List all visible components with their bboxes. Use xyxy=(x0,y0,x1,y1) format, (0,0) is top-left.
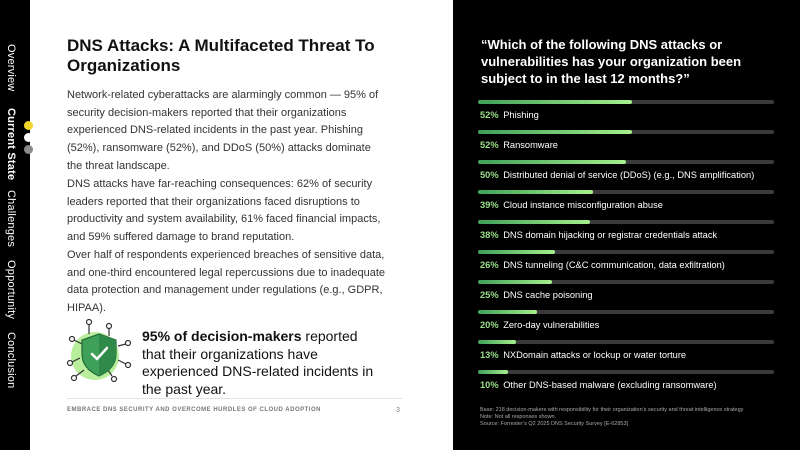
bar-category-label: NXDomain attacks or lockup or water torture xyxy=(500,350,687,360)
bar-category-label: DNS tunneling (C&C communication, data exfiltration) xyxy=(500,260,725,270)
bar-fill xyxy=(478,190,593,194)
chart-panel xyxy=(453,0,800,450)
nav-item-opportunity[interactable]: Opportunity xyxy=(5,260,17,320)
bar-fill xyxy=(478,220,590,224)
bar-track xyxy=(478,280,774,284)
bar-track xyxy=(478,190,774,194)
callout-highlight: 95% of decision-makers xyxy=(142,328,302,344)
bar-row xyxy=(478,310,774,340)
bar-label xyxy=(480,140,558,150)
bar-fill xyxy=(478,100,632,104)
bar-category-label: Cloud instance misconfiguration abuse xyxy=(500,200,663,210)
paragraph-3: Over half of respondents experienced breaches of sensitive data, and one-third encountered legal repercussions due to inadequate data protection and management under regulations (e.g., GDPR, HIPAA). xyxy=(67,249,386,315)
footer-text: EMBRACE DNS SECURITY AND OVERCOME HURDLES OF CLOUD ADOPTION xyxy=(67,407,321,413)
section-progress-dots xyxy=(24,121,36,157)
bar-fill xyxy=(478,160,626,164)
note-source: Source: Forrester’s Q2 2025 DNS Security Survey [E-62853] xyxy=(480,421,629,427)
bar-row xyxy=(478,160,774,190)
bar-fill xyxy=(478,310,537,314)
bar-label xyxy=(480,230,717,240)
bar-fill xyxy=(478,280,552,284)
bar-label xyxy=(480,110,539,120)
bar-category-label: Phishing xyxy=(500,110,539,120)
bar-fill xyxy=(478,250,555,254)
footer-divider xyxy=(67,398,402,399)
bar-value-label: 39% xyxy=(480,200,499,210)
page-number: 3 xyxy=(396,407,400,414)
bar-row xyxy=(478,340,774,370)
bar-row xyxy=(478,100,774,130)
progress-dot-1 xyxy=(24,121,33,130)
bar-category-label: Distributed denial of service (DDoS) (e.g., DNS amplification) xyxy=(500,170,755,180)
nav-item-challenges[interactable]: Challenges xyxy=(5,190,17,248)
chart-question: “Which of the following DNS attacks or vulnerabilities has your organization been subject to in the last 12 months?” xyxy=(481,37,742,86)
bar-row xyxy=(478,250,774,280)
content-panel xyxy=(30,0,453,450)
bar-value-label: 52% xyxy=(480,110,499,120)
bar-track xyxy=(478,340,774,344)
bar-track xyxy=(478,160,774,164)
bar-category-label: Other DNS-based malware (excluding ransomware) xyxy=(500,380,717,390)
paragraph-1: Network-related cyberattacks are alarmingly common — 95% of security decision-makers reported that their organizations experienced DNS-related incidents in the past year. Phishing (52%), ransomware (52%), and DDoS (50%) attacks dominate the threat landscape. xyxy=(67,89,379,172)
paragraph-2: DNS attacks have far-reaching consequences: 62% of security leaders reported that their organizations faced disruptions to productivity and system availability, 61% faced financial impacts, and 59% suffered damage to brand reputation. xyxy=(67,178,381,244)
bar-track xyxy=(478,100,774,104)
bar-track xyxy=(478,370,774,374)
callout-rest: reported that their organizations have experienced DNS-related incidents in the past year. xyxy=(142,328,374,397)
side-navigation xyxy=(0,0,30,450)
bar-label xyxy=(480,170,754,180)
bar-category-label: Ransomware xyxy=(500,140,558,150)
bar-row xyxy=(478,370,774,400)
bar-value-label: 10% xyxy=(480,380,499,390)
bar-row xyxy=(478,130,774,160)
shield-network-icon xyxy=(64,318,134,386)
note-base: Base: 218 decision-makers with responsibility for their organization’s security and threat intelligence strategy xyxy=(480,407,744,413)
bar-row xyxy=(478,280,774,310)
bar-value-label: 13% xyxy=(480,350,499,360)
bar-category-label: DNS cache poisoning xyxy=(500,290,593,300)
bar-value-label: 50% xyxy=(480,170,499,180)
bar-track xyxy=(478,130,774,134)
bar-label xyxy=(480,290,593,300)
bar-category-label: Zero-day vulnerabilities xyxy=(500,320,600,330)
bar-chart xyxy=(478,100,774,400)
bar-track xyxy=(478,310,774,314)
nav-item-overview[interactable]: Overview xyxy=(5,44,17,92)
bar-label xyxy=(480,260,725,270)
page-title: DNS Attacks: A Multifaceted Threat To Organizations xyxy=(67,36,375,75)
bar-value-label: 20% xyxy=(480,320,499,330)
bar-track xyxy=(478,250,774,254)
bar-label xyxy=(480,380,717,390)
bar-value-label: 38% xyxy=(480,230,499,240)
bar-value-label: 25% xyxy=(480,290,499,300)
bar-row xyxy=(478,220,774,250)
bar-value-label: 52% xyxy=(480,140,499,150)
bar-fill xyxy=(478,130,632,134)
bar-value-label: 26% xyxy=(480,260,499,270)
bar-row xyxy=(478,190,774,220)
bar-category-label: DNS domain hijacking or registrar credentials attack xyxy=(500,230,718,240)
note-not-all: Note: Not all responses shown. xyxy=(480,414,557,420)
bar-label xyxy=(480,200,663,210)
bar-fill xyxy=(478,340,516,344)
nav-item-current-state[interactable]: Current State xyxy=(5,108,17,181)
nav-item-conclusion[interactable]: Conclusion xyxy=(5,332,17,389)
progress-dot-2 xyxy=(24,133,33,142)
callout-text xyxy=(142,328,382,398)
bar-fill xyxy=(478,370,508,374)
progress-dot-3 xyxy=(24,145,33,154)
bar-label xyxy=(480,350,686,360)
bar-label xyxy=(480,320,599,330)
bar-track xyxy=(478,220,774,224)
